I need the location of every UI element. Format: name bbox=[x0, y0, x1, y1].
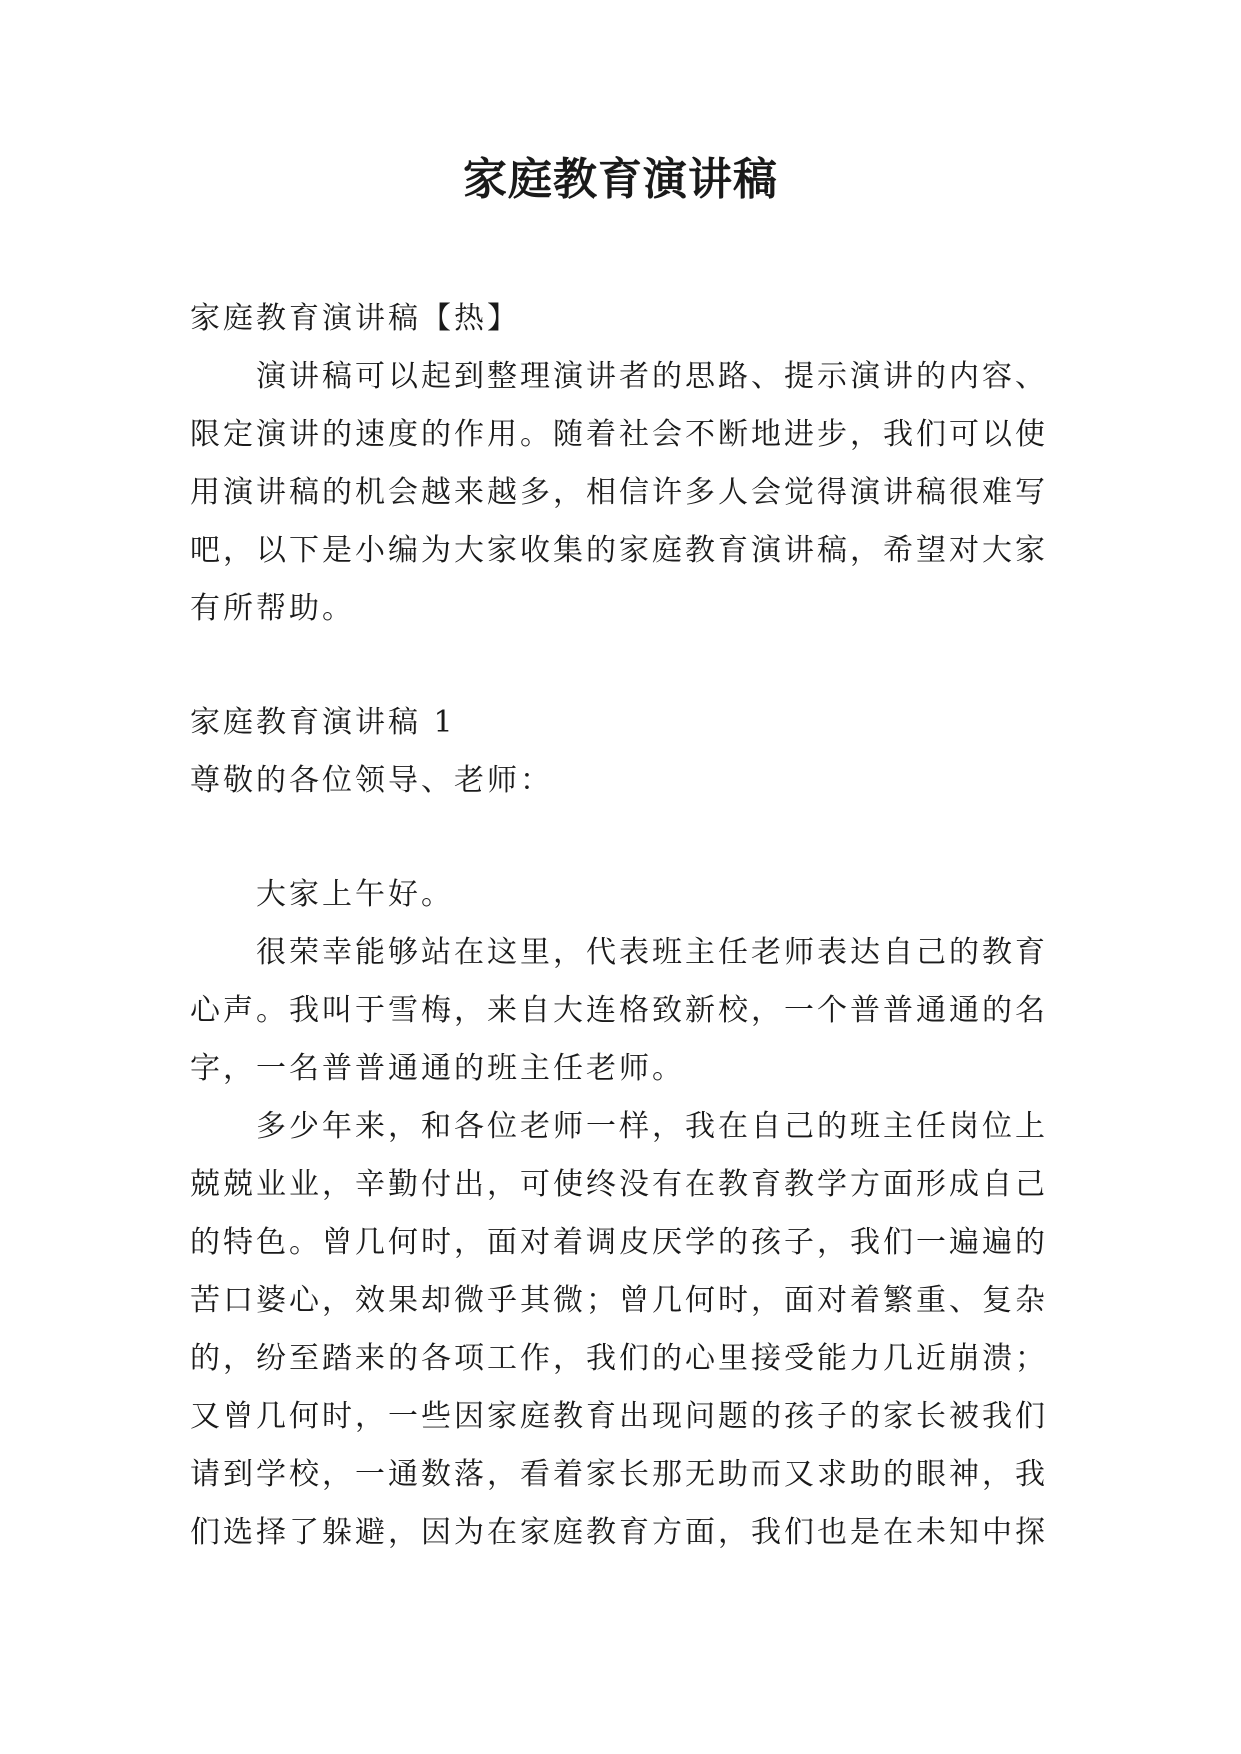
speech-greeting: 大家上午好。 bbox=[256, 877, 454, 912]
intro-heading: 家庭教育演讲稿【热】 bbox=[190, 301, 520, 336]
document-title: 家庭教育演讲稿 bbox=[463, 154, 778, 205]
speech-paragraph-line: 的，纷至踏来的各项工作，我们的心里接受能力几近崩溃； bbox=[190, 1341, 1048, 1376]
speech-paragraph-line: 的特色。曾几何时，面对着调皮厌学的孩子，我们一遍遍的 bbox=[190, 1225, 1048, 1260]
intro-paragraph-line: 吧，以下是小编为大家收集的家庭教育演讲稿，希望对大家 bbox=[190, 533, 1048, 568]
speech-paragraph-line: 兢兢业业，辛勤付出，可使终没有在教育教学方面形成自己 bbox=[190, 1167, 1048, 1202]
speech-paragraph-line: 苦口婆心，效果却微乎其微；曾几何时，面对着繁重、复杂 bbox=[190, 1283, 1048, 1318]
intro-paragraph-line: 有所帮助。 bbox=[190, 591, 355, 626]
speech-header-section bbox=[190, 694, 1050, 810]
speech-paragraph-line: 又曾几何时，一些因家庭教育出现问题的孩子的家长被我们 bbox=[190, 1399, 1048, 1434]
speech-salutation: 尊敬的各位领导、老师： bbox=[190, 763, 553, 798]
intro-paragraph-line: 限定演讲的速度的作用。随着社会不断地进步，我们可以使 bbox=[190, 417, 1048, 452]
speech-paragraph-line: 多少年来，和各位老师一样，我在自己的班主任岗位上 bbox=[256, 1109, 1048, 1144]
speech-heading: 家庭教育演讲稿 1 bbox=[190, 705, 456, 740]
speech-body-section bbox=[190, 866, 1050, 1562]
intro-paragraph-line: 用演讲稿的机会越来越多，相信许多人会觉得演讲稿很难写 bbox=[190, 475, 1048, 510]
speech-paragraph-line: 很荣幸能够站在这里，代表班主任老师表达自己的教育 bbox=[256, 935, 1048, 970]
intro-paragraph-line: 演讲稿可以起到整理演讲者的思路、提示演讲的内容、 bbox=[256, 359, 1048, 394]
speech-paragraph-line: 心声。我叫于雪梅，来自大连格致新校，一个普普通通的名 bbox=[190, 993, 1048, 1028]
speech-paragraph-line: 请到学校，一通数落，看着家长那无助而又求助的眼神，我 bbox=[190, 1457, 1048, 1492]
intro-section bbox=[190, 290, 1050, 638]
speech-paragraph-line: 字，一名普普通通的班主任老师。 bbox=[190, 1051, 685, 1086]
speech-paragraph-line: 们选择了躲避，因为在家庭教育方面，我们也是在未知中探 bbox=[190, 1515, 1048, 1550]
